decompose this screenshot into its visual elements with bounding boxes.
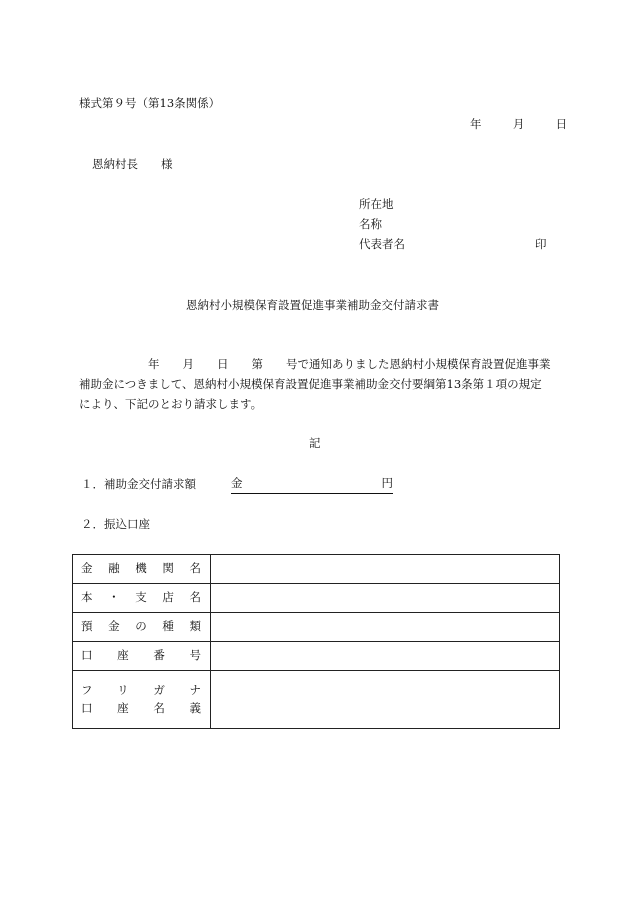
amount-prefix: 金 — [231, 476, 243, 490]
applicant-address-label: 所在地 — [359, 197, 394, 211]
body-line-3: により、下記のとおり請求します。 — [79, 397, 263, 411]
account-holder-label — [73, 671, 211, 729]
deposit-type-label: 預 金 の 種 類 — [73, 613, 211, 642]
bank-name-label: 金 融 機 関 名 — [73, 555, 211, 584]
table-row — [73, 584, 560, 613]
date-year: 年 — [470, 117, 482, 131]
date-month: 月 — [512, 117, 525, 131]
account-number-field[interactable] — [211, 642, 560, 671]
document-title: 恩納村小規模保育設置促進事業補助金交付請求書 — [186, 298, 439, 312]
applicant-name-label: 名称 — [359, 217, 382, 231]
furigana-label: フ リ ガ ナ — [81, 682, 201, 697]
deposit-type-field[interactable] — [211, 613, 560, 642]
date-day: 日 — [555, 117, 568, 131]
amount-unit: 円 — [381, 476, 393, 490]
item2-label: ２．振込口座 — [81, 517, 150, 531]
table-row — [73, 642, 560, 671]
body-line-1: 年 月 日 第 号で通知ありました恩納村小規模保育設置促進事業 — [79, 357, 551, 371]
branch-name-label: 本 ・ 支 店 名 — [73, 584, 211, 613]
branch-name-field[interactable] — [211, 584, 560, 613]
body-line-2: 補助金につきまして、恩納村小規模保育設置促進事業補助金交付要綱第13条第１項の規定 — [79, 377, 542, 391]
item1-label: １．補助金交付請求額 — [81, 477, 196, 491]
bank-account-table — [72, 554, 560, 729]
table-row — [73, 555, 560, 584]
date-line — [470, 119, 567, 131]
account-holder-name-label: 口 座 名 義 — [81, 701, 201, 715]
account-holder-field[interactable] — [211, 671, 560, 729]
seal-mark: 印 — [535, 237, 547, 251]
addressee: 恩納村長 様 — [92, 157, 173, 171]
amount-field[interactable] — [231, 478, 393, 494]
table-row — [73, 613, 560, 642]
form-number: 様式第９号（第13条関係） — [79, 96, 221, 110]
bank-name-field[interactable] — [211, 555, 560, 584]
account-number-label: 口 座 番 号 — [73, 642, 211, 671]
applicant-representative-label: 代表者名 — [359, 237, 405, 251]
ki-heading: 記 — [309, 436, 321, 450]
table-row — [73, 671, 560, 729]
